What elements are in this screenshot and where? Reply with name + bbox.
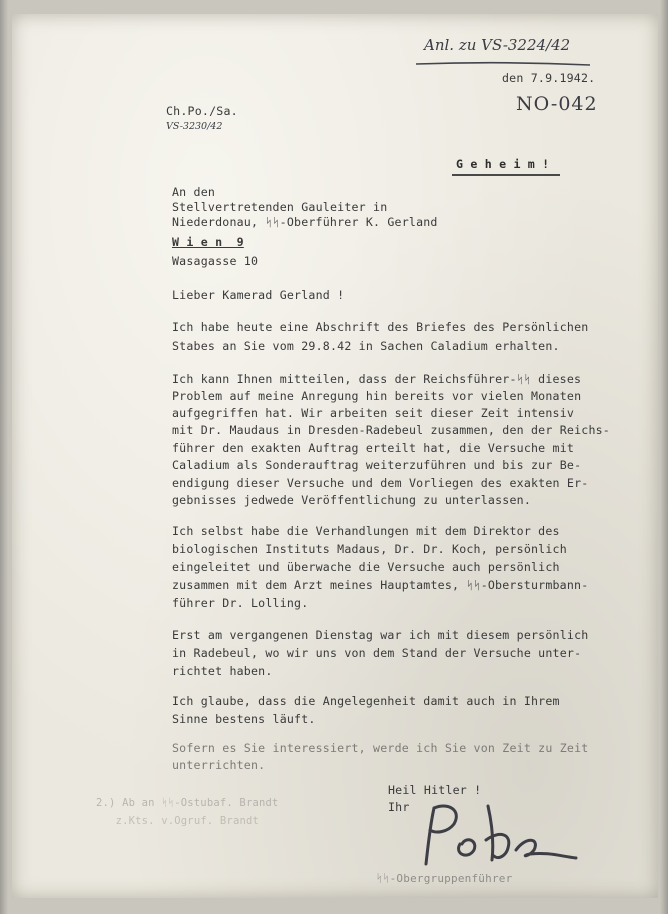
reference-code: Ch.Po./Sa.: [166, 104, 238, 118]
document-page: [12, 14, 658, 898]
document-number: NO-042: [516, 93, 598, 115]
paragraph-line: eingeleitet und überwache die Versuche auch persönlich: [172, 560, 560, 574]
recipient-line-3: Niederdonau, ᛋᛋ-Oberführer K. Gerland: [172, 215, 438, 229]
classification-stamp: G e h e i m !: [456, 157, 550, 171]
annotation-underline: [414, 60, 594, 68]
letter-date: den 7.9.1942.: [502, 71, 596, 85]
closing-ihr: Ihr: [388, 800, 410, 814]
paragraph-line: Ich habe heute eine Abschrift des Briefes des Persönlichen: [172, 320, 589, 334]
signer-title: ᛋᛋ-Obergruppenführer: [376, 872, 513, 885]
paragraph-line: Problem auf meine Anregung hin bereits vor vielen Monaten: [172, 389, 582, 403]
paragraph-line: Sinne bestens läuft.: [172, 712, 316, 726]
paragraph-line: Ich glaube, dass die Angelegenheit damit auch in Ihrem: [172, 694, 560, 708]
closing-greeting: Heil Hitler !: [388, 783, 482, 797]
paragraph-line: führer den exakten Auftrag erteilt hat, die Versuche mit: [172, 441, 575, 455]
left-note-1: 2.) Ab an ᛋᛋ-Ostubaf. Brandt: [96, 797, 279, 809]
paragraph-line: Ich kann Ihnen mitteilen, dass der Reichsführer-ᛋᛋ dieses: [172, 372, 582, 386]
paragraph-line: Caladium als Sonderauftrag weiterzuführen und bis zur Be-: [172, 458, 582, 472]
recipient-street: Wasagasse 10: [172, 254, 259, 268]
handwritten-signature: [408, 796, 588, 876]
classification-underline: [450, 172, 564, 178]
handwritten-annotation: Anl. zu VS-3224/42: [424, 36, 571, 54]
paragraph-line: Sofern es Sie interessiert, werde ich Sie von Zeit zu Zeit: [172, 741, 589, 755]
paragraph-line: endigung dieser Versuche und dem Vorliegen des exakten Er-: [172, 476, 589, 490]
paragraph-line: aufgegriffen hat. Wir arbeiten seit dieser Zeit intensiv: [172, 406, 575, 420]
paragraph-line: zusammen mit dem Arzt meines Hauptamtes, ᛋᛋ-Obersturmbann-: [172, 578, 589, 592]
recipient-line-2: Stellvertretenden Gauleiter in: [172, 200, 388, 214]
reference-handwritten: VS-3230/42: [166, 121, 223, 132]
salutation: Lieber Kamerad Gerland !: [172, 288, 345, 302]
paragraph-line: in Radebeul, wo wir uns von dem Stand der Versuche unter-: [172, 646, 582, 660]
paragraph-line: Ich selbst habe die Verhandlungen mit dem Direktor des: [172, 524, 560, 538]
recipient-line-1: An den: [172, 185, 216, 199]
paragraph-line: führer Dr. Lolling.: [172, 596, 309, 610]
paragraph-line: Stabes an Sie vom 29.8.42 in Sachen Caladium erhalten.: [172, 339, 560, 353]
recipient-city: W i e n 9: [172, 235, 244, 249]
paragraph-line: gebnisses jedwede Veröffentlichung zu unterlassen.: [172, 493, 532, 507]
paragraph-line: biologischen Instituts Madaus, Dr. Dr. Koch, persönlich: [172, 542, 567, 556]
paragraph-line: Erst am vergangenen Dienstag war ich mit diesem persönlich: [172, 628, 589, 642]
paragraph-line: unterrichten.: [172, 758, 266, 772]
paragraph-line: richtet haben.: [172, 664, 273, 678]
left-note-2: z.Kts. v.Ogruf. Brandt: [96, 815, 260, 827]
paragraph-line: mit Dr. Maudaus in Dresden-Radebeul zusammen, den der Reichs-: [172, 423, 610, 437]
